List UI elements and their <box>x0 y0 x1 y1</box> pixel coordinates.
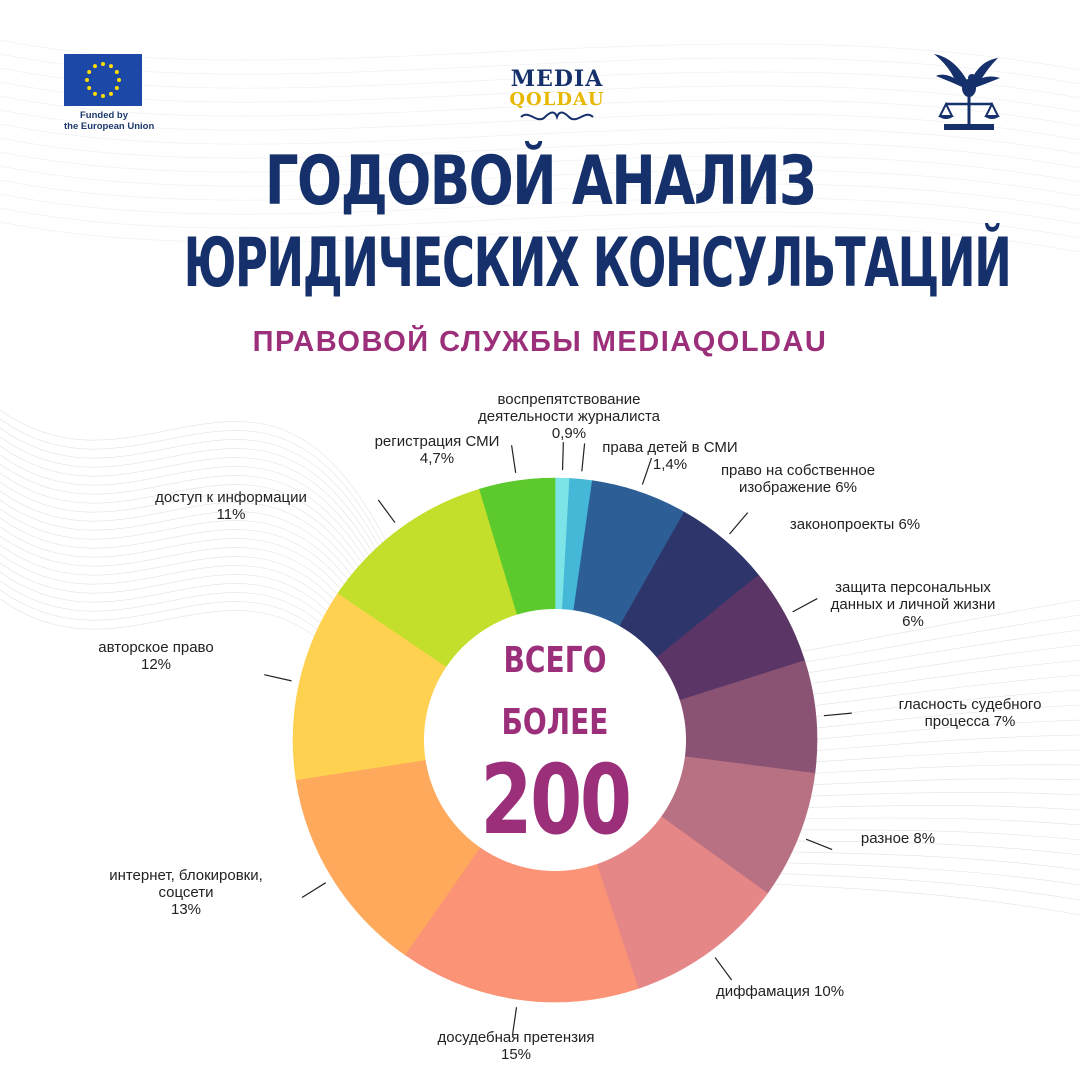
slice-label-line: право на собственное <box>720 462 876 479</box>
slice-label-line: соцсети <box>158 884 214 901</box>
slice-label-line: 4,7% <box>419 450 455 467</box>
leader-line <box>730 513 748 534</box>
slice-label-line: права детей в СМИ <box>602 439 738 456</box>
slice-label <box>155 489 307 523</box>
slice-label-line: законопроекты 6% <box>789 516 921 533</box>
slice-label-line: диффамация 10% <box>715 983 845 1000</box>
page-title-line2: ЮРИДИЧЕСКИХ КОНСУЛЬТАЦИЙ <box>183 224 1011 303</box>
slice-label <box>721 462 875 496</box>
slice-label <box>602 439 737 473</box>
center-label-more-word: БОЛЕЕ <box>501 702 609 743</box>
slice-label <box>109 867 263 918</box>
eu-text-line1: Funded by <box>79 110 129 121</box>
leader-line <box>806 839 832 849</box>
eu-text-line2: the European Union <box>64 121 155 132</box>
slice-label-line: интернет, блокировки, <box>109 867 263 884</box>
slice-label-line: деятельности журналиста <box>477 408 661 425</box>
slice-label <box>899 696 1042 730</box>
leader-line <box>793 599 818 612</box>
leader-line <box>715 957 732 980</box>
slice-label-line: данных и личной жизни <box>830 596 996 613</box>
slice-label <box>831 579 996 630</box>
slice-label-line: процесса 7% <box>924 713 1016 730</box>
slice-label-line: 1,4% <box>652 456 688 473</box>
slice-label-line: гласность судебного <box>898 696 1042 713</box>
slice-label <box>716 983 844 1000</box>
leader-line <box>563 442 564 470</box>
center-label-total-word: ВСЕГО <box>503 640 607 681</box>
slice-label-line: 0,9% <box>551 425 587 442</box>
slice-label <box>861 830 935 847</box>
mediaqoldau-logo-qoldau: QOLDAU <box>509 89 605 110</box>
slice-label-line: 6% <box>902 613 924 630</box>
slice-label-line: авторское право <box>98 639 214 656</box>
slice-label-line: 13% <box>170 901 202 918</box>
leader-line <box>512 445 516 473</box>
slice-label-line: регистрация СМИ <box>374 433 500 450</box>
slice-label-line: разное 8% <box>860 830 936 847</box>
page-subtitle: ПРАВОВОЙ СЛУЖБЫ MEDIAQOLDAU <box>252 326 828 358</box>
leader-line <box>642 458 651 484</box>
slice-label-line: защита персональных <box>835 579 991 596</box>
slice-label-line: доступ к информации <box>155 489 307 506</box>
slice-label <box>437 1029 594 1063</box>
slice-label-line: 12% <box>140 656 172 673</box>
leader-line <box>264 675 291 681</box>
slice-label <box>375 433 500 467</box>
slice-label-line: 11% <box>216 506 246 523</box>
slice-label <box>98 639 213 673</box>
slice-label-line: воспрепятствование <box>497 391 641 408</box>
slice-label <box>478 391 661 442</box>
leader-line <box>302 883 326 898</box>
page-title-line1: ГОДОВОЙ АНАЛИЗ <box>264 142 816 221</box>
center-total-value: 200 <box>480 744 630 856</box>
leader-line <box>378 500 395 523</box>
leader-line <box>824 713 852 716</box>
slice-label-line: 15% <box>500 1046 532 1063</box>
leader-line <box>582 443 585 471</box>
slice-label <box>790 516 920 533</box>
mediaqoldau-logo-media: MEDIA <box>510 66 604 92</box>
slice-label-line: досудебная претензия <box>437 1029 595 1046</box>
slice-label-line: изображение 6% <box>739 479 857 496</box>
